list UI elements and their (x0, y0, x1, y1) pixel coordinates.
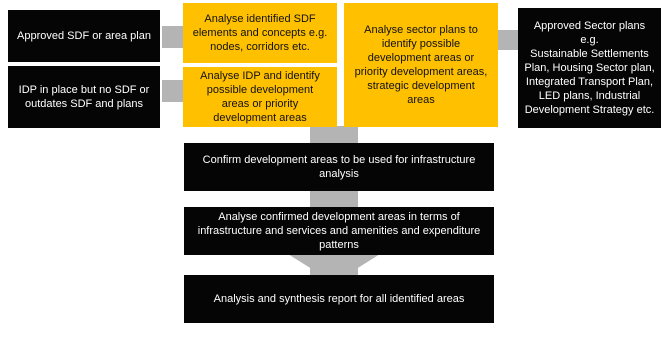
left-input-idp-text: IDP in place but no SDF or outdates SDF and plans (18, 84, 150, 110)
left-input-idp (8, 66, 160, 128)
analysis-step-sdf-text: Analyse identified SDF elements and concepts e.g. nodes, corridors etc. (192, 13, 328, 53)
flow-step-analyse-text: Analyse confirmed development areas in terms of infrastructure and services and amenities and expenditure patterns (197, 211, 481, 251)
analysis-step-sdf (183, 3, 337, 63)
analysis-step-idp (183, 67, 337, 127)
left-input-sdf (8, 10, 160, 62)
left-input-sdf-text: Approved SDF or area plan (17, 30, 151, 42)
right-input-sector-plans-text: Approved Sector plans e.g. Sustainable Settlements Plan, Housing Sector plan, Integrated Transport Plan, LED plans, Industrial Development Strategy etc. (524, 20, 655, 116)
flow-step-analyse (184, 207, 494, 255)
analysis-step-idp-text: Analyse IDP and identify possible development areas or priority development areas (200, 70, 320, 124)
flow-step-confirm-text: Confirm development areas to be used for infrastructure analysis (202, 154, 476, 180)
flow-step-confirm (184, 143, 494, 191)
analysis-step-sector (344, 3, 498, 127)
flow-step-report-text: Analysis and synthesis report for all identified areas (213, 293, 465, 305)
right-input-sector-plans (518, 8, 661, 128)
flow-step-report (184, 275, 494, 323)
analysis-step-sector-text: Analyse sector plans to identify possible development areas or priority development areas, strategic development areas (354, 24, 488, 106)
